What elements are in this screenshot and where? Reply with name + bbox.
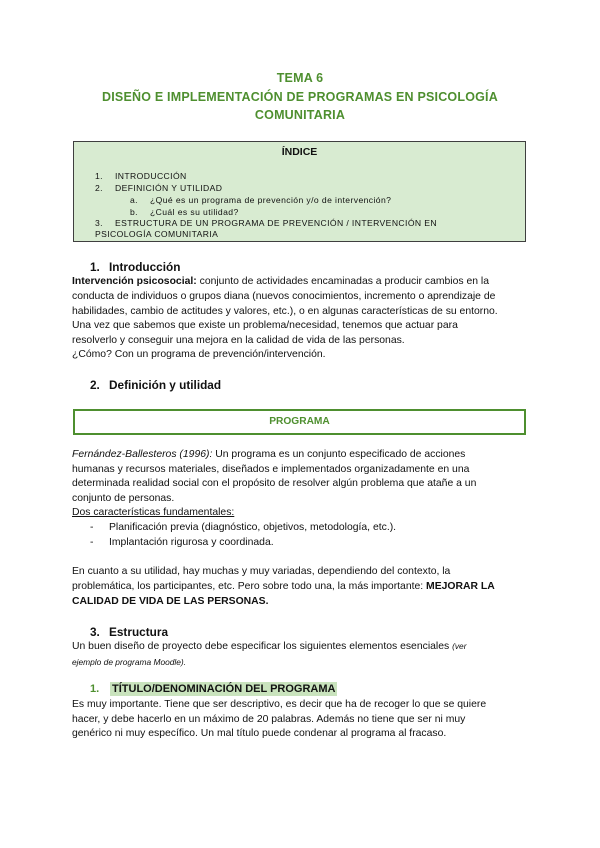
section-heading-estructura: 3. Estructura	[90, 625, 169, 639]
paragraph-line: conducta de individuos o grupos diana (nuevos conocimientos, incremento o aprendizaje de	[72, 291, 496, 302]
note-line: ejemplo de programa Moodle).	[72, 657, 187, 667]
paragraph-line: conjunto de personas.	[72, 493, 175, 504]
index-box	[73, 141, 526, 242]
paragraph-line: hacer, y debe hacerlo en un máximo de 20 palabras. Además no tiene que ser ni muy	[72, 714, 466, 725]
index-item: 3. ESTRUCTURA DE UN PROGRAMA DE PREVENCIÓN / INTERVENCIÓN EN	[95, 218, 438, 228]
paragraph-line: Un buen diseño de proyecto debe especificar los siguientes elementos esenciales (ver	[72, 641, 467, 652]
programa-box: PROGRAMA	[73, 409, 526, 435]
paragraph-line: ¿Cómo? Con un programa de prevención/intervención.	[72, 349, 326, 360]
subsection-heading-titulo: 1. TÍTULO/DENOMINACIÓN DEL PROGRAMA	[90, 683, 336, 695]
list-item: - Implantación rigurosa y coordinada.	[90, 537, 274, 548]
index-heading: ÍNDICE	[281, 146, 318, 158]
paragraph-line: determinada realidad social con el propósito de resolver algún problema que atañe a un	[72, 478, 477, 489]
paragraph-line: problemática, los participantes, etc. Pero sobre todo una, la más importante: MEJORAR LA	[72, 581, 495, 592]
index-subitem: a. ¿Qué es un programa de prevención y/o de intervención?	[130, 195, 392, 205]
section-heading-definicion: 2. Definición y utilidad	[90, 378, 222, 392]
index-item: 1. INTRODUCCIÓN	[95, 171, 187, 181]
term: Intervención psicosocial:	[72, 276, 197, 287]
page-title-continued: COMUNITARIA	[254, 108, 346, 122]
paragraph-line: humanas y recursos materiales, diseñados e implementados organizadamente en una	[72, 464, 470, 475]
index-subitem: b. ¿Cuál es su utilidad?	[130, 207, 239, 217]
paragraph-line: Es muy importante. Tiene que ser descriptivo, es decir que ha de recoger lo que se quiere	[72, 699, 487, 710]
list-item: - Planificación previa (diagnóstico, objetivos, metodología, etc.).	[90, 522, 397, 533]
paragraph-line: resolverlo y conseguir una mejora en la calidad de vida de las personas.	[72, 335, 405, 346]
paragraph-line: Fernández-Ballesteros (1996): Un programa es un conjunto especificado de acciones	[72, 449, 466, 460]
emphasis-line: CALIDAD DE VIDA DE LAS PERSONAS.	[72, 596, 269, 607]
emphasis: MEJORAR LA	[426, 581, 495, 592]
topic-number: TEMA 6	[276, 71, 324, 85]
author-citation: Fernández-Ballesteros (1996):	[72, 449, 213, 460]
paragraph-line: Intervención psicosocial: conjunto de actividades encaminadas a producir cambios en la	[72, 276, 490, 287]
index-item: 2. DEFINICIÓN Y UTILIDAD	[95, 183, 223, 193]
paragraph-line: habilidades, cambio de actitudes y valores, etc.), o en algunas características de su entorno.	[72, 306, 498, 317]
paragraph-line: En cuanto a su utilidad, hay muchas y muy variadas, dependiendo del contexto, la	[72, 566, 451, 577]
section-heading-introduccion: 1. Introducción	[90, 260, 181, 274]
page-title: DISEÑO E IMPLEMENTACIÓN DE PROGRAMAS EN PSICOLOGÍA	[102, 90, 498, 104]
paragraph-line: Una vez que sabemos que existe un problema/necesidad, tenemos que actuar para	[72, 320, 458, 331]
paragraph-line: genérico ni muy específico. Un mal título puede condenar al programa al fracaso.	[72, 728, 447, 739]
characteristics-heading: Dos características fundamentales:	[72, 507, 235, 518]
index-item-continued: PSICOLOGÍA COMUNITARIA	[95, 229, 219, 239]
